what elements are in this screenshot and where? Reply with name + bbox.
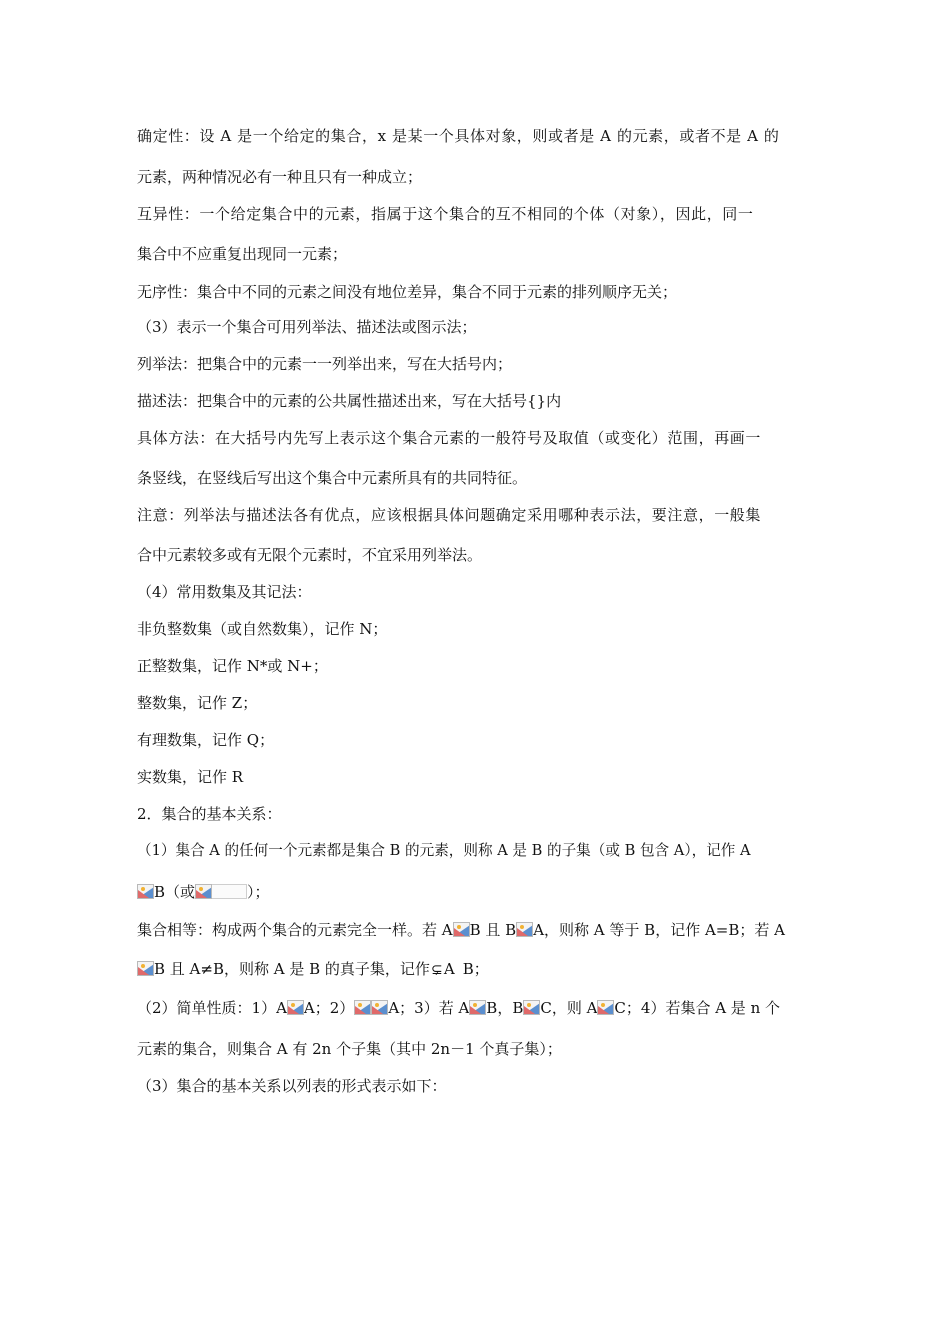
text-line: B 且 A≠B，则称 A 是 B 的真子集，记作⊊A B； <box>137 958 817 981</box>
text-line: （1）集合 A 的任何一个元素都是集合 B 的元素，则称 A 是 B 的子集（或 B 包含 A），记作 A <box>137 842 751 859</box>
text-line: 列举法：把集合中的元素一一列举出来，写在大括号内； <box>137 355 513 373</box>
text-line: 无序性：集合中不同的元素之间没有地位差异，集合不同于元素的排列顺序无关； <box>137 283 678 301</box>
text-line: 整数集，记作 Z； <box>137 694 258 712</box>
broken-image-icon <box>354 1000 371 1015</box>
broken-image-icon <box>371 1000 388 1015</box>
text-line: 合中元素较多或有无限个元素时，不宜采用列举法。 <box>137 546 483 564</box>
text-line: 条竖线，在竖线后写出这个集合中元素所具有的共同特征。 <box>137 469 528 487</box>
proper-subset-symbol: ⊊ <box>431 962 443 978</box>
text-line: 互异性：一个给定集合中的元素，指属于这个集合的互不相同的个体（对象），因此，同一 <box>137 205 754 223</box>
text-line: B（或 ）； <box>137 881 817 903</box>
text-line: （3）表示一个集合可用列举法、描述法或图示法； <box>137 318 477 336</box>
broken-image-icon <box>516 922 533 937</box>
text-line: （3）集合的基本关系以列表的形式表示如下： <box>137 1077 447 1095</box>
broken-image-icon <box>453 922 470 937</box>
text-line: 非负整数集（或自然数集），记作 N； <box>137 620 388 638</box>
text-line: 实数集，记作 R <box>137 768 244 786</box>
broken-image-icon <box>195 884 212 899</box>
text-line: 正整数集，记作 N*或 N+； <box>137 657 328 675</box>
text-line: 2．集合的基本关系： <box>137 805 282 823</box>
text-line: 集合相等：构成两个集合的元素完全一样。若 A B 且 B A，则称 A 等于 B，记作 A=B；若 A <box>137 921 785 939</box>
broken-image-icon <box>137 884 154 899</box>
text-line: 元素的集合，则集合 A 有 2n 个子集（其中 2n－1 个真子集）； <box>137 1040 562 1058</box>
broken-image-icon <box>523 1000 540 1015</box>
text-line: 元素，两种情况必有一种且只有一种成立； <box>137 168 423 186</box>
broken-image-icon <box>137 961 154 976</box>
text-line: 有理数集，记作 Q； <box>137 731 275 749</box>
text-line: （2）简单性质：1）A A；2） A；3）若 A B，B C，则 A C；4）若集合 A 是 n 个 <box>137 999 781 1017</box>
broken-image-icon <box>469 1000 486 1015</box>
text-line: （4）常用数集及其记法： <box>137 583 312 601</box>
text-line: 描述法：把集合中的元素的公共属性描述出来，写在大括号{}内 <box>137 392 562 410</box>
text-line: 注意：列举法与描述法各有优点，应该根据具体问题确定采用哪种表示法，要注意，一般集 <box>137 506 762 524</box>
text-line: 具体方法：在大括号内先写上表示这个集合元素的一般符号及取值（或变化）范围，再画一 <box>137 429 762 447</box>
broken-image-icon <box>597 1000 614 1015</box>
text-line: 集合中不应重复出现同一元素； <box>137 245 348 263</box>
broken-image-icon <box>287 1000 304 1015</box>
text-line: 确定性：设 A 是一个给定的集合，x 是某一个具体对象，则或者是 A 的元素，或者不是 A 的 <box>137 127 780 145</box>
image-placeholder-box <box>195 884 247 899</box>
